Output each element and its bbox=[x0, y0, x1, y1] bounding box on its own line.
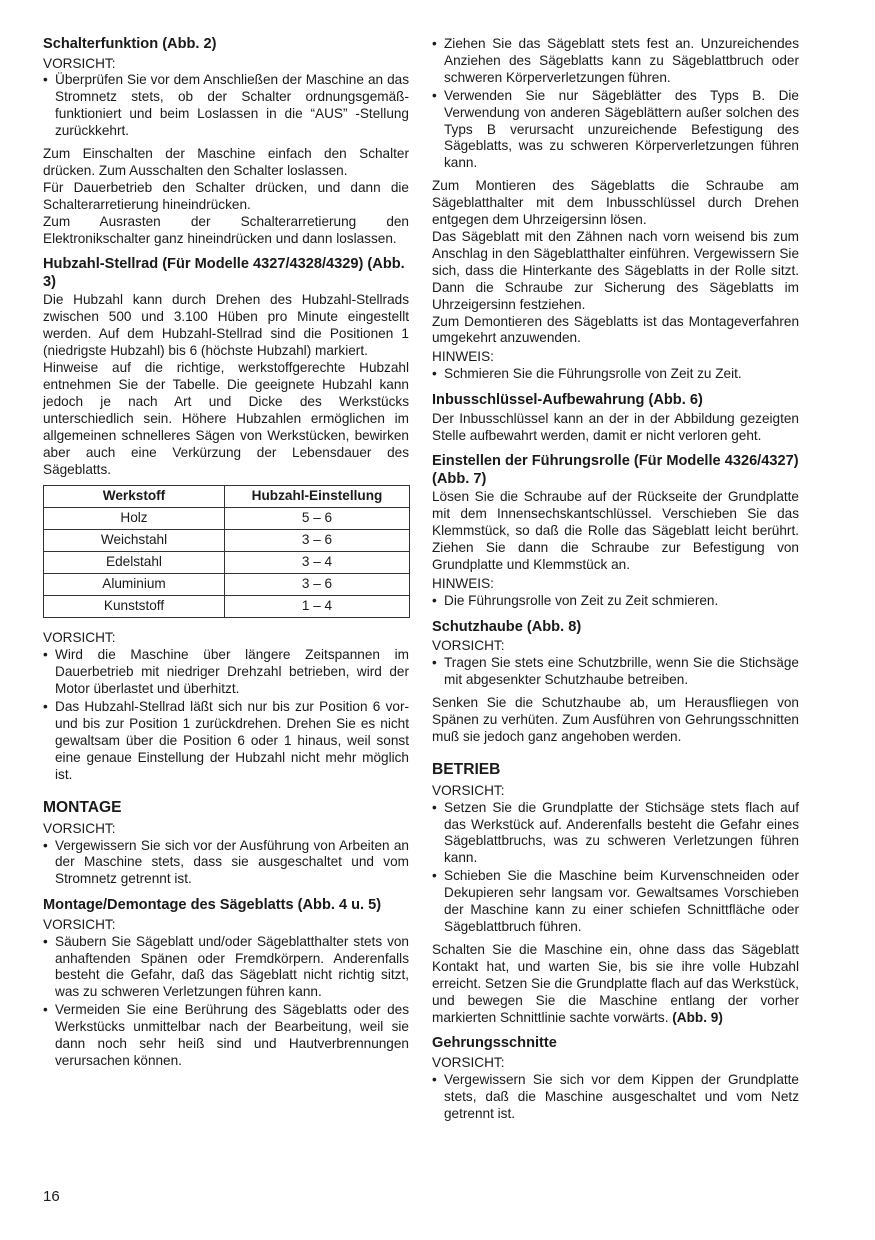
page-number: 16 bbox=[43, 1188, 60, 1205]
section-hubzahl bbox=[43, 256, 409, 783]
paragraph: Zum Demontieren des Sägeblatts ist das Montageverfahren umgekehrt anzuwenden. bbox=[432, 313, 799, 346]
heading-schutzhaube: Schutzhaube (Abb. 8) bbox=[432, 618, 582, 635]
paragraph: Das Sägeblatt mit den Zähnen nach vorn weisend bis zum Anschlag in den Sägeblatthalter einführen. Vergewissern Sie sich, dass die Hinterkante des Sägeblatts in der Rolle sitzt. Dann die Schraube zur Sicherung des Sägeblatts im Uhrzeigersinn festziehen. bbox=[432, 228, 799, 312]
paragraph: Für Dauerbetrieb den Schalter drücken, und dann die Schalterarretierung hineindrücken. bbox=[43, 179, 409, 212]
paragraph: Zum Einschalten der Maschine einfach den Schalter drücken. Zum Ausschalten den Schalter loslassen. bbox=[43, 146, 409, 178]
list-item: • Vergewissern Sie sich vor dem Kippen der Grundplatte stets, daß die Maschine ausgeschaltet und vom Netz getrennt ist. bbox=[432, 1072, 799, 1123]
list-item: • Das Hubzahl-Stellrad läßt sich nur bis zur Position 6 vor- und bis zur Position 1 zurückdrehen. Drehen Sie es nicht gewaltsam über die Position 6 oder 1 hinaus, weil sonst eine genaue Einstellung der Hubzahl nicht mehr möglich ist. bbox=[43, 699, 409, 784]
table-header-row bbox=[44, 486, 410, 508]
section-schutzhaube bbox=[432, 619, 799, 746]
table-cell: Aluminium bbox=[44, 574, 225, 596]
heading-gehrungsschnitte: Gehrungsschnitte bbox=[432, 1035, 557, 1052]
caution-label: VORSICHT: bbox=[432, 1054, 505, 1070]
heading-inbusschluessel: Inbusschlüssel-Aufbewahrung (Abb. 6) bbox=[432, 392, 703, 409]
section-schalterfunktion bbox=[43, 36, 409, 247]
caution-list bbox=[432, 1072, 799, 1123]
caution-label: VORSICHT: bbox=[432, 638, 505, 654]
list-item: • Vergewissern Sie sich vor der Ausführung von Arbeiten an der Maschine stets, dass sie ausgeschaltet und vom Stromnetz getrennt ist. bbox=[43, 838, 409, 889]
caution-list bbox=[432, 655, 799, 689]
caution-list bbox=[43, 72, 409, 140]
note-label: HINWEIS: bbox=[432, 349, 494, 365]
table-row bbox=[44, 596, 410, 618]
table-cell: Kunststoff bbox=[44, 596, 225, 618]
table-cell: Edelstahl bbox=[44, 552, 225, 574]
note-list bbox=[432, 366, 799, 383]
table-row bbox=[44, 530, 410, 552]
caution-label: VORSICHT: bbox=[43, 630, 116, 646]
caution-label: VORSICHT: bbox=[43, 916, 116, 932]
section-fuehrungsrolle bbox=[432, 453, 799, 609]
paragraph: Senken Sie die Schutzhaube ab, um Herausfliegen von Spänen zu verhüten. Zum Ausführen von Gehrungsschnitten muß sie jedoch ganz angehoben werden. bbox=[432, 695, 799, 744]
heading-betrieb: BETRIEB bbox=[432, 760, 501, 778]
section-betrieb bbox=[432, 760, 799, 1027]
heading-hubzahl: Hubzahl-Stellrad (Für Modelle 4327/4328/4329) (Abb. 3) bbox=[43, 256, 405, 290]
section-saegeblatt-continued bbox=[432, 36, 799, 383]
caution-label: VORSICHT: bbox=[432, 782, 505, 798]
note-list bbox=[432, 593, 799, 610]
section-montage bbox=[43, 798, 409, 889]
list-item: • Wird die Maschine über längere Zeitspannen im Dauerbetrieb mit niedriger Drehzahl betrieben, wird der Motor überlastet und überhitzt. bbox=[43, 647, 409, 698]
section-saegeblatt bbox=[43, 897, 409, 1070]
table-cell: 5 – 6 bbox=[225, 508, 410, 530]
paragraph: Hinweise auf die richtige, werkstoffgerechte Hubzahl entnehmen Sie der Tabelle. Die geeignete Hubzahl kann jedoch je nach Art und Dicke des Werkstücks unterschiedlich sein. Höhere Hubzahlen ermöglichen im allgemeinen schnelleres Sägen von Werkstücken, bewirken aber auch eine Verkürzung der Lebensdauer des Sägeblatts. bbox=[43, 360, 409, 477]
caution-list bbox=[432, 36, 799, 172]
right-column bbox=[432, 36, 799, 1132]
table-header: Werkstoff bbox=[44, 486, 225, 508]
list-item: • Schmieren Sie die Führungsrolle von Zeit zu Zeit. bbox=[432, 366, 799, 383]
paragraph: Der Inbusschlüssel kann an der in der Abbildung gezeigten Stelle aufbewahrt werden, damit er nicht verloren geht. bbox=[432, 410, 799, 443]
note-label: HINWEIS: bbox=[432, 575, 494, 591]
table-row bbox=[44, 574, 410, 596]
table-row bbox=[44, 508, 410, 530]
table-cell: 3 – 4 bbox=[225, 552, 410, 574]
heading-fuehrungsrolle: Einstellen der Führungsrolle (Für Modelle 4326/4327) (Abb. 7) bbox=[432, 453, 799, 487]
list-item: • Vermeiden Sie eine Berührung des Sägeblatts oder des Werkstücks unmittelbar nach der Bearbeitung, weil sie dann noch sehr heiß sind und Hautverbrennungen verursachen können. bbox=[43, 1002, 409, 1070]
paragraph: Zum Montieren des Sägeblatts die Schraube am Sägeblatthalter mit dem Inbusschlüssel durch Drehen entgegen dem Uhrzeigersinn lösen. bbox=[432, 178, 799, 228]
paragraph: Die Hubzahl kann durch Drehen des Hubzahl-Stellrads zwischen 500 und 3.100 Hüben pro Minute eingestellt werden. Auf dem Hubzahl-Stellrad sind die Positionen 1 (niedrigste Hubzahl) bis 6 (höchste Hubzahl) markiert. bbox=[43, 292, 409, 359]
caution-label: VORSICHT: bbox=[43, 55, 116, 71]
paragraph: Zum Ausrasten der Schalterarretierung den Elektronikschalter ganz hineindrücken und dann loslassen. bbox=[43, 213, 409, 246]
table-cell: 3 – 6 bbox=[225, 574, 410, 596]
list-item: • Säubern Sie Sägeblatt und/oder Sägeblatthalter stets von anhaftenden Spänen oder Fremdkörpern. Anderenfalls besteht die Gefahr, daß das Sägeblatt nicht richtig sitzt, was zu schweren Verletzungen führen kann. bbox=[43, 934, 409, 1002]
list-item: • Tragen Sie stets eine Schutzbrille, wenn Sie die Stichsäge mit abgesenkter Schutzhaube betreiben. bbox=[432, 655, 799, 689]
hubzahl-table bbox=[43, 485, 410, 618]
section-inbusschluessel bbox=[432, 392, 799, 444]
caution-list bbox=[43, 934, 409, 1070]
table-cell: Weichstahl bbox=[44, 530, 225, 552]
heading-schalterfunktion: Schalterfunktion (Abb. 2) bbox=[43, 36, 217, 52]
caution-list bbox=[43, 838, 409, 889]
paragraph bbox=[432, 942, 799, 1027]
list-item: • Verwenden Sie nur Sägeblätter des Typs B. Die Verwendung von anderen Sägeblättern außer solchen des Typs B verursacht unzureichende Befestigung des Sägeblatts, was zu schweren Körperverletzungen führen kann. bbox=[432, 88, 799, 173]
caution-label: VORSICHT: bbox=[43, 820, 116, 836]
list-item: • Überprüfen Sie vor dem Anschließen der Maschine an das Stromnetz stets, ob der Schalter ordnungsgemäß-funktioniert und beim Loslassen in die “AUS” -Stellung zurückkehrt. bbox=[43, 72, 409, 140]
figure-reference: (Abb. 9) bbox=[672, 1009, 723, 1025]
caution-list bbox=[432, 800, 799, 936]
section-gehrungsschnitte bbox=[432, 1035, 799, 1122]
table-cell: 3 – 6 bbox=[225, 530, 410, 552]
list-item: • Ziehen Sie das Sägeblatt stets fest an. Unzureichendes Anziehen des Sägeblatts kann zu Sägeblattbruch oder schweren Körperverletzungen führen. bbox=[432, 36, 799, 87]
left-column bbox=[43, 36, 409, 1079]
list-item: • Die Führungsrolle von Zeit zu Zeit schmieren. bbox=[432, 593, 799, 610]
list-item: • Schieben Sie die Maschine beim Kurvenschneiden oder Dekupieren sehr langsam vor. Gewaltsames Vorschieben der Maschine kann zu einer schiefen Schnittfläche oder Sägeblattbruch führen. bbox=[432, 868, 799, 936]
caution-list bbox=[43, 647, 409, 783]
paragraph-text: Schalten Sie die Maschine ein, ohne dass das Sägeblatt Kontakt hat, und warten Sie, bis sie ihre volle Hubzahl erreicht. Setzen Sie die Grundplatte flach auf das Werkstück, und bewegen Sie die Maschine entlang der vorher markierten Schnittlinie sachte vorwärts. bbox=[432, 941, 799, 1025]
table-cell: Holz bbox=[44, 508, 225, 530]
list-item: • Setzen Sie die Grundplatte der Stichsäge stets flach auf das Werkstück auf. Anderenfalls besteht die Gefahr eines Sägeblattbruchs, was zu schweren Verletzungen führen kann. bbox=[432, 800, 799, 868]
table-row bbox=[44, 552, 410, 574]
heading-montage: MONTAGE bbox=[43, 798, 122, 816]
table-header: Hubzahl-Einstellung bbox=[225, 486, 410, 508]
paragraph: Lösen Sie die Schraube auf der Rückseite der Grundplatte mit dem Innensechskantschlüssel. Verschieben Sie das Klemmstück, so daß die Rolle das Sägeblatt leicht berührt. Ziehen Sie dann die Schraube zur Befestigung von Grundplatte und Klemmstück an. bbox=[432, 489, 799, 573]
table-cell: 1 – 4 bbox=[225, 596, 410, 618]
heading-saegeblatt: Montage/Demontage des Sägeblatts (Abb. 4 u. 5) bbox=[43, 897, 382, 914]
